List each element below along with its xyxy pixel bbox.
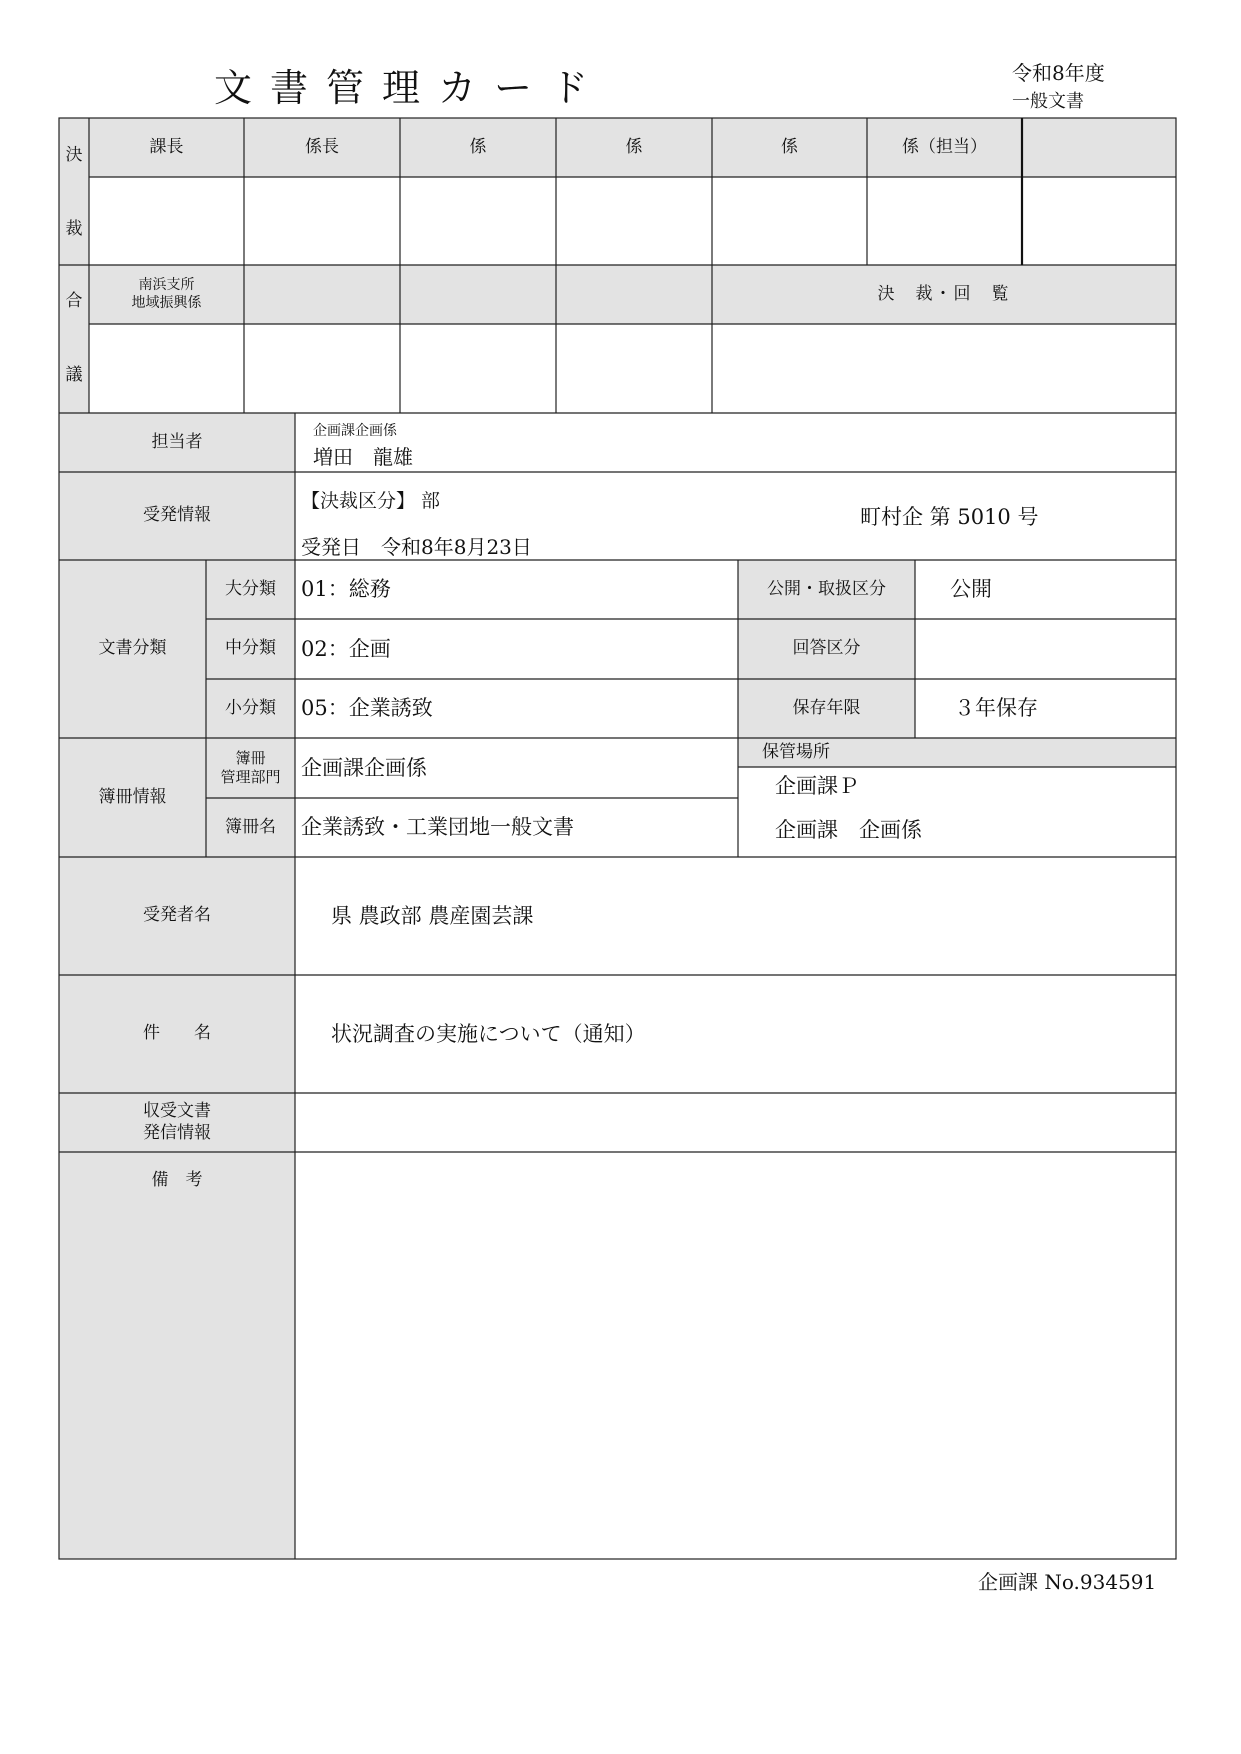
consult-department — [89, 265, 244, 324]
serial-number: 企画課 No.934591 — [978, 1570, 1157, 1594]
stamp-box-blank[interactable] — [1022, 177, 1176, 265]
consult-stamp-box-3[interactable] — [400, 324, 556, 413]
dispatch-label: 受発情報 — [143, 505, 211, 526]
sender-label: 受発者名 — [143, 905, 211, 926]
disclosure-label: 公開・取扱区分 — [767, 578, 886, 599]
minor-class-label: 小分類 — [225, 697, 276, 718]
major-class-value: 01：総務 — [301, 577, 391, 602]
consult-stamp-box-2[interactable] — [244, 324, 400, 413]
minor-class-value: 05：企業誘致 — [301, 696, 433, 721]
consult-stamp-box-4[interactable] — [556, 324, 712, 413]
ledger-dept-label — [206, 738, 295, 798]
ledger-dept-label-1: 簿冊 — [235, 749, 266, 768]
role-subsection-chief: 係長 — [305, 136, 339, 157]
received-label — [59, 1093, 295, 1152]
stamp-box-staff-1[interactable] — [400, 177, 556, 265]
circulation-label: 決 裁・回 覧 — [877, 283, 1011, 304]
decision-class: 【決裁区分】 部 — [301, 490, 441, 512]
storage-value-2: 企画課 企画係 — [775, 818, 922, 842]
dispatch-date: 受発日 令和8年8月23日 — [301, 535, 532, 559]
reply-value — [950, 619, 1170, 679]
role-section-chief: 課長 — [149, 136, 184, 157]
retention-value: ３年保存 — [954, 696, 1038, 721]
reply-label: 回答区分 — [792, 638, 861, 659]
storage-value-1: 企画課Ｐ — [775, 774, 859, 798]
consult-stamp-box-1[interactable] — [89, 324, 244, 413]
middle-class-label: 中分類 — [225, 638, 276, 659]
stamp-box-section-chief[interactable] — [89, 177, 244, 265]
stamp-box-staff-in-charge[interactable] — [867, 177, 1022, 265]
sender-value: 県 農政部 農産園芸課 — [331, 903, 534, 928]
retention-label: 保存年限 — [792, 697, 861, 718]
subject-value: 状況調査の実施について（通知） — [331, 1021, 646, 1046]
approval-side-label-bottom: 裁 — [65, 219, 83, 240]
received-value[interactable] — [301, 1093, 1161, 1152]
role-blank — [1022, 118, 1176, 177]
consult-side-label-bottom: 議 — [65, 365, 83, 386]
storage-label: 保管場所 — [762, 741, 830, 762]
circulation-stamp-area[interactable] — [712, 324, 1176, 413]
person-label: 担当者 — [151, 431, 203, 452]
stamp-box-staff-2[interactable] — [556, 177, 712, 265]
fiscal-year: 令和8年度 — [1012, 61, 1105, 85]
classification-label: 文書分類 — [98, 638, 167, 659]
ledger-label: 簿冊情報 — [98, 786, 167, 807]
document-category: 一般文書 — [1012, 91, 1084, 112]
remarks-value[interactable] — [301, 1152, 1161, 1552]
page-title: 文書管理カード — [214, 66, 607, 110]
role-staff-3: 係 — [781, 136, 798, 157]
subject-label: 件 名 — [143, 1023, 211, 1044]
consult-dept-line-2: 地域振興係 — [131, 294, 202, 311]
disclosure-value: 公開 — [950, 577, 992, 602]
ledger-dept-label-2: 管理部門 — [220, 768, 281, 786]
stamp-box-staff-3[interactable] — [712, 177, 867, 265]
received-label-1: 収受文書 — [143, 1101, 211, 1122]
ledger-dept-value: 企画課企画係 — [301, 755, 427, 780]
stamp-box-subsection-chief[interactable] — [244, 177, 400, 265]
document-number: 町村企 第 5010 号 — [860, 505, 1039, 529]
ledger-name-label: 簿冊名 — [225, 816, 276, 837]
role-staff-2: 係 — [625, 136, 643, 157]
approval-side-label-top: 決 — [65, 145, 83, 166]
remarks-label: 備 考 — [151, 1170, 203, 1191]
role-staff-in-charge: 係（担当） — [902, 136, 987, 157]
received-label-2: 発信情報 — [143, 1122, 211, 1143]
middle-class-value: 02：企画 — [301, 636, 391, 661]
role-staff-1: 係 — [469, 136, 487, 157]
person-name: 増田 龍雄 — [313, 445, 413, 469]
consult-side-label-top: 合 — [65, 291, 83, 312]
person-section: 企画課企画係 — [313, 423, 397, 439]
major-class-label: 大分類 — [225, 578, 276, 599]
ledger-name-value: 企業誘致・工業団地一般文書 — [301, 815, 574, 840]
consult-dept-line-1: 南浜支所 — [138, 277, 195, 293]
